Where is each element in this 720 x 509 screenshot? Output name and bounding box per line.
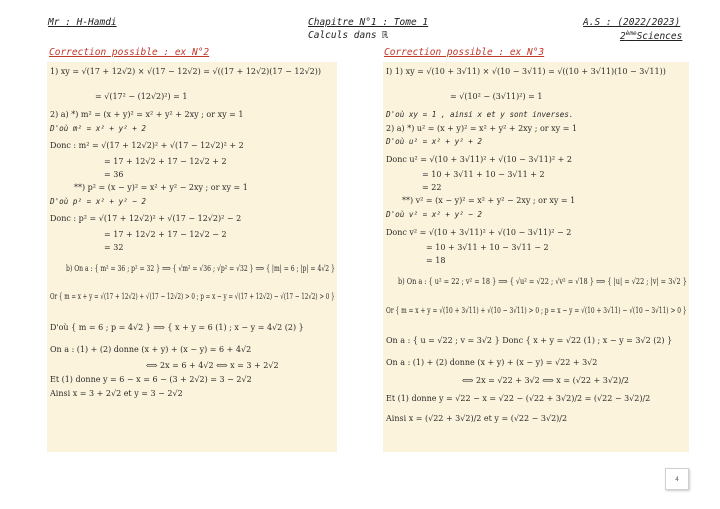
left-line: D'où p² = x² + y² − 2 <box>50 197 147 206</box>
left-line: D'où m² = x² + y² + 2 <box>50 124 147 133</box>
left-column-title: Correction possible : ex N°2 <box>49 47 210 58</box>
topic-title: Calculs dans ℝ <box>308 30 389 41</box>
left-line: Or { m = x + y = √(17 + 12√2) + √(17 − 12√2) > 0 ; p = x − y = √(17 + 12√2) − √(17 − 12√2) > 0 } <box>50 292 335 301</box>
class-level <box>620 30 682 42</box>
left-line: Et (1) donne y = 6 − x = 6 − (3 + 2√2) = 3 − 2√2 <box>50 375 252 384</box>
right-line: On a : (1) + (2) donne (x + y) + (x − y) = √22 + 3√2 <box>386 358 598 367</box>
class-level-num: 2 <box>620 31 626 43</box>
right-line: Or { m = x + y = √(10 + 3√11) + √(10 − 3√11) > 0 ; p = x − y = √(10 + 3√11) − √(10 − 3√11) > 0 } <box>386 306 687 315</box>
right-line: D'où xy = 1 , ainsi x et y sont inverses. <box>386 110 574 119</box>
right-line: = 10 + 3√11 + 10 − 3√11 − 2 <box>426 243 549 252</box>
left-line: 2) a) *) m² = (x + y)² = x² + y² + 2xy ; or xy = 1 <box>50 110 244 119</box>
right-line: = 10 + 3√11 + 10 − 3√11 + 2 <box>422 170 545 179</box>
left-line: D'où { m = 6 ; p = 4√2 } ⟹ { x + y = 6 (1) ; x − y = 4√2 (2) } <box>50 323 304 332</box>
right-line: D'où u² = x² + y² + 2 <box>386 137 483 146</box>
right-line: 2) a) *) u² = (x + y)² = x² + y² + 2xy ; or xy = 1 <box>386 124 578 133</box>
class-level-sup: ème <box>625 30 637 37</box>
left-line: b) On a : { m² = 36 ; p² = 32 } ⟹ { √m² = √36 ; √p² = √32 } ⟹ { |m| = 6 ; |p| = 4√2 } <box>66 264 335 273</box>
left-line: = √(17² − (12√2)²) = 1 <box>95 92 188 101</box>
right-line: **) v² = (x − y)² = x² + y² − 2xy ; or xy = 1 <box>402 196 576 205</box>
class-level-word: Sciences <box>636 31 683 43</box>
left-line: Ainsi x = 3 + 2√2 et y = 3 − 2√2 <box>50 389 183 398</box>
left-line: On a : (1) + (2) donne (x + y) + (x − y) = 6 + 4√2 <box>50 345 252 354</box>
right-line: = 18 <box>426 256 446 265</box>
left-line: = 36 <box>104 170 124 179</box>
right-column-title: Correction possible : ex N°3 <box>384 47 545 58</box>
school-year: A.S : (2022/2023) <box>583 17 681 28</box>
chapter-title: Chapitre N°1 : Tome 1 <box>308 17 429 28</box>
right-line: b) On a : { u² = 22 ; v² = 18 } ⟹ { √u² = √22 ; √v² = √18 } ⟹ { |u| = √22 ; |v| = 3√2 } <box>398 277 687 286</box>
left-line: **) p² = (x − y)² = x² + y² − 2xy ; or xy = 1 <box>74 183 248 192</box>
left-line: Donc : p² = √(17 + 12√2)² + √(17 − 12√2)² − 2 <box>50 214 242 223</box>
left-line: = 17 + 12√2 + 17 − 12√2 − 2 <box>104 230 227 239</box>
right-line: = 22 <box>422 183 442 192</box>
right-line: Donc u² = √(10 + 3√11)² + √(10 − 3√11)² + 2 <box>386 155 572 164</box>
left-line: ⟺ 2x = 6 + 4√2 ⟺ x = 3 + 2√2 <box>146 361 279 370</box>
right-line: Ainsi x = (√22 + 3√2)/2 et y = (√22 − 3√2)/2 <box>386 414 568 423</box>
right-line: On a : { u = √22 ; v = 3√2 } Donc { x + y = √22 (1) ; x − y = 3√2 (2) } <box>386 336 673 345</box>
page-number: 4 <box>665 468 689 490</box>
left-line: 1) xy = √(17 + 12√2) × √(17 − 12√2) = √((17 + 12√2)(17 − 12√2)) <box>50 67 321 76</box>
author-label: Mr : H-Hamdi <box>48 17 117 28</box>
left-line: Donc : m² = √(17 + 12√2)² + √(17 − 12√2)² + 2 <box>50 141 244 150</box>
right-line: ⟺ 2x = √22 + 3√2 ⟺ x = (√22 + 3√2)/2 <box>462 376 629 385</box>
left-line: = 32 <box>104 243 124 252</box>
left-line: = 17 + 12√2 + 17 − 12√2 + 2 <box>104 157 227 166</box>
right-line: Et (1) donne y = √22 − x = √22 − (√22 + 3√2)/2 = (√22 − 3√2)/2 <box>386 394 651 403</box>
right-line: = √(10² − (3√11)²) = 1 <box>450 92 543 101</box>
right-line: D'où v² = x² + y² − 2 <box>386 210 483 219</box>
right-line: Donc v² = √(10 + 3√11)² + √(10 − 3√11)² − 2 <box>386 228 572 237</box>
right-line: I) 1) xy = √(10 + 3√11) × √(10 − 3√11) = √((10 + 3√11)(10 − 3√11)) <box>386 67 666 76</box>
